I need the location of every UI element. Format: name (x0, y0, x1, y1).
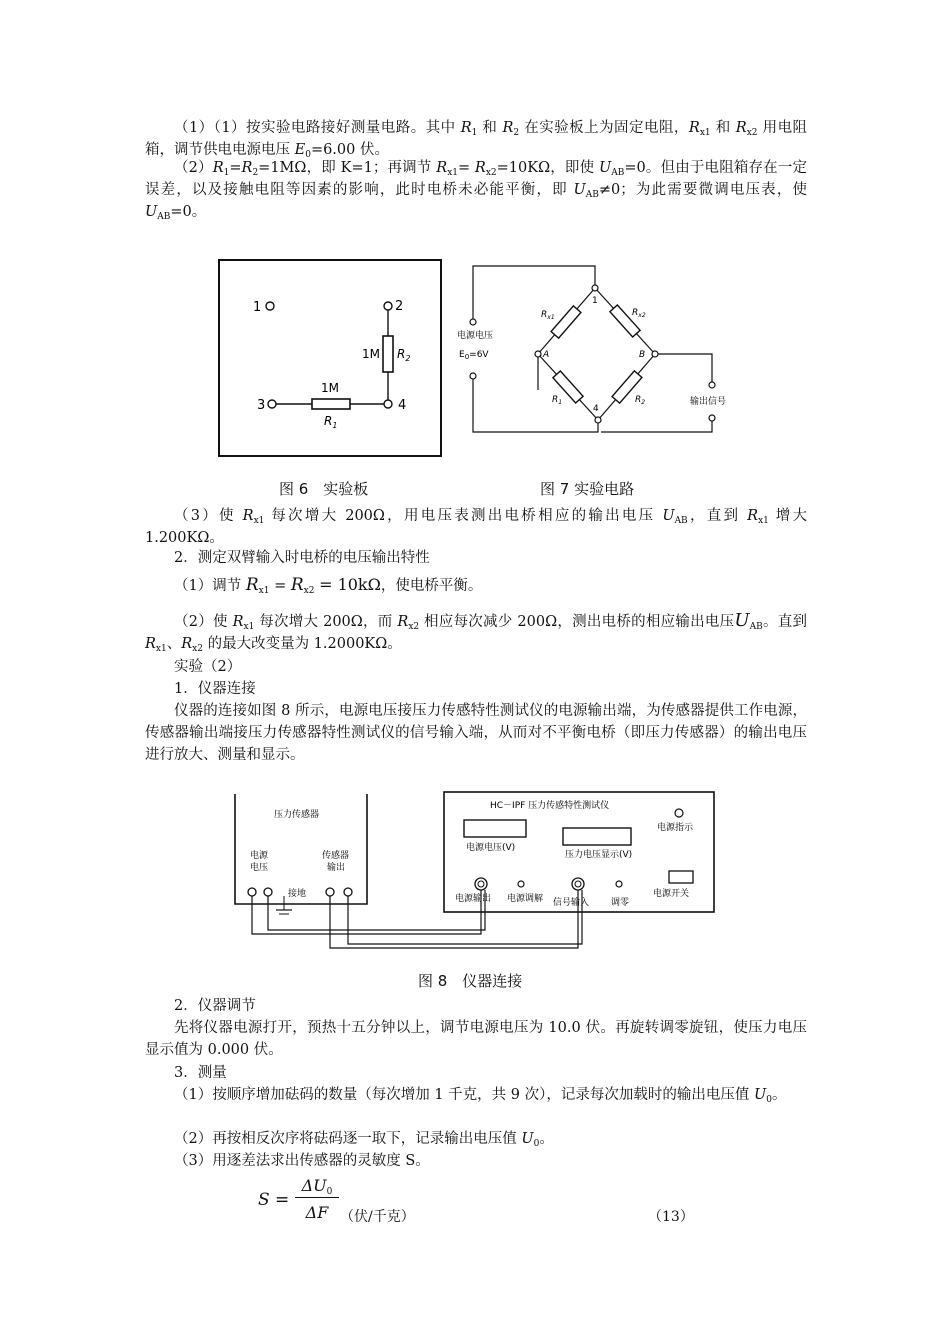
paragraph-adjust: 先将仪器电源打开，预热十五分钟以上，调节电源电压为 10.0 伏。再旋转调零旋钮，使压力电压显示值为 0.000 伏。 (145, 1020, 807, 1058)
paragraph-1: （1）（1）按实验电路接好测量电路。其中 $R_1$ 和 $R_2$ 在实验板上为固定电阻，$R_{x1}$ 和 $R_{x2}$ 用电阻箱，调节供电电源电压 $E_0=6.00$ 伏。 (145, 120, 808, 160)
sensor-supply-label-2: 电压 (250, 863, 269, 873)
node-1-label: 1 (592, 296, 598, 306)
r1-label: $R_1$ (552, 395, 563, 406)
r1-value: 1M (321, 381, 339, 395)
signal-in-label: 信号输入 (553, 898, 590, 908)
output-label: 输出信号 (690, 397, 727, 407)
power-switch (669, 871, 693, 883)
measurement-step-1: （1）按顺序增加砝码的数量（每次增加 1 千克，共 9 次），记录每次加载时的输出电压值 $U_0$。 (174, 1087, 787, 1105)
zero-adjust-knob (616, 881, 622, 887)
node-2-label: 2 (395, 299, 404, 314)
supply-voltage-label: 电源电压(V) (466, 843, 516, 853)
paragraph-connection: 仪器的连接如图 8 所示，电源电压接压力传感特性测试仪的电源输出端，为传感器提供工作电源，传感器输出端接压力传感器特性测试仪的信号输入端，从而对不平衡电桥（即压力传感器）的输出电压进行放大、测量和显示。 (145, 703, 807, 763)
figure-8-connection (232, 784, 720, 960)
figure-7-circuit (457, 260, 727, 445)
rx2-label: $R_{x2}$ (632, 308, 646, 319)
paragraph-5: （2）使 $R_{x1}$ 每次增大 200Ω，而 $R_{x2}$ 相应每次减少 200Ω，测出电桥的相应输出电压$U_{AB}$。直到 $R_{x1}$、$R_{x2}$ 的最大改变量为 1.2000KΩ。 (145, 610, 807, 654)
node-4-label: 4 (593, 404, 599, 414)
equation-number: （13） (648, 1209, 694, 1225)
measurement-step-3: （3）用逐差法求出传感器的灵敏度 S。 (174, 1153, 430, 1169)
power-switch-label: 电源开关 (653, 889, 690, 899)
formula-lhs: S = (258, 1190, 290, 1210)
heading-double-arm: 2．测定双臂输入时电桥的电压输出特性 (174, 550, 430, 566)
paragraph-4: （1）调节 $R_{x1} = R_{x2} = 10k\Omega$，使电桥平衡。 (174, 575, 483, 596)
formula-13 (258, 1176, 818, 1226)
formula-numerator: $\Delta U_0$ (295, 1176, 339, 1198)
experiment-2-heading: 实验（2） (174, 659, 242, 675)
rx1-label: $R_{x1}$ (541, 310, 555, 321)
supply-value: $E_0=6V$ (459, 350, 489, 361)
power-indicator-label: 电源指示 (657, 823, 694, 833)
node-3-label: 3 (257, 398, 266, 413)
heading-measurement: 3．测量 (174, 1065, 227, 1081)
power-adjust-label: 电源调解 (507, 894, 544, 904)
supply-voltage-display (464, 820, 526, 837)
node-4-label: 4 (398, 398, 407, 413)
supply-label: 电源电压 (457, 331, 494, 341)
figure-6-board (215, 258, 445, 458)
formula-unit: （伏/千克） (340, 1209, 415, 1225)
zero-label: 调零 (611, 898, 630, 908)
sensor-title: 压力传感器 (274, 810, 320, 820)
sensor-output-label-2: 输出 (327, 863, 346, 873)
pressure-display-label: 压力电压显示(V) (565, 850, 633, 860)
paragraph-3: （3）使 $R_{x1}$ 每次增大 200Ω，用电压表测出电桥相应的输出电压 $U_{AB}$，直到 $R_{x1}$ 增大 1.200KΩ。 (145, 508, 808, 546)
resistor-rx1 (551, 306, 581, 338)
tester-title: HC－IPF 压力传感特性测试仪 (490, 801, 610, 811)
sensor-supply-label-1: 电源 (250, 851, 269, 861)
figure-7-caption: 图 7 实验电路 (540, 480, 635, 498)
figure-8-caption: 图 8 仪器连接 (418, 972, 523, 990)
node-1-label: 1 (253, 300, 262, 315)
r2-value: 1M (362, 347, 380, 361)
power-out-label: 电源输出 (455, 894, 492, 904)
power-adjust-knob (518, 881, 524, 887)
node-a-label: A (543, 350, 550, 360)
r1-name: $R_1$ (324, 414, 338, 430)
sensor-output-label-1: 传感器 (322, 851, 350, 861)
node-b-label: B (639, 350, 646, 360)
resistor-r2 (383, 336, 393, 372)
pressure-voltage-display (563, 828, 631, 845)
heading-instrument-connection: 1．仪器连接 (174, 681, 256, 697)
heading-instrument-adjust: 2．仪器调节 (174, 998, 256, 1014)
r2-name: $R_2$ (397, 347, 411, 363)
paragraph-2: $(2)R_1=R_2=1M\Omega$，即 K=1；再调节 $R_{x1}= R_{x2}=10K\Omega$，即使 $U_{AB}=0$。但由于电阻箱存在一定误差，以及接触电阻等因素的影响，此时电桥未必能平衡，即 $U_{AB}\ne 0$；为此需要微调电压表，使 $U_{AB}=0$。 (145, 160, 808, 222)
ground-label: 接地 (288, 889, 307, 899)
formula-denominator: ΔF (305, 1203, 329, 1222)
figure-6-caption: 图 6 实验板 (279, 480, 369, 498)
resistor-r1 (312, 399, 350, 409)
measurement-step-2: （2）再按相反次序将砝码逐一取下，记录输出电压值 $U_0$。 (174, 1131, 554, 1149)
r2-label: $R_2$ (635, 395, 646, 406)
power-indicator-light (675, 809, 683, 817)
